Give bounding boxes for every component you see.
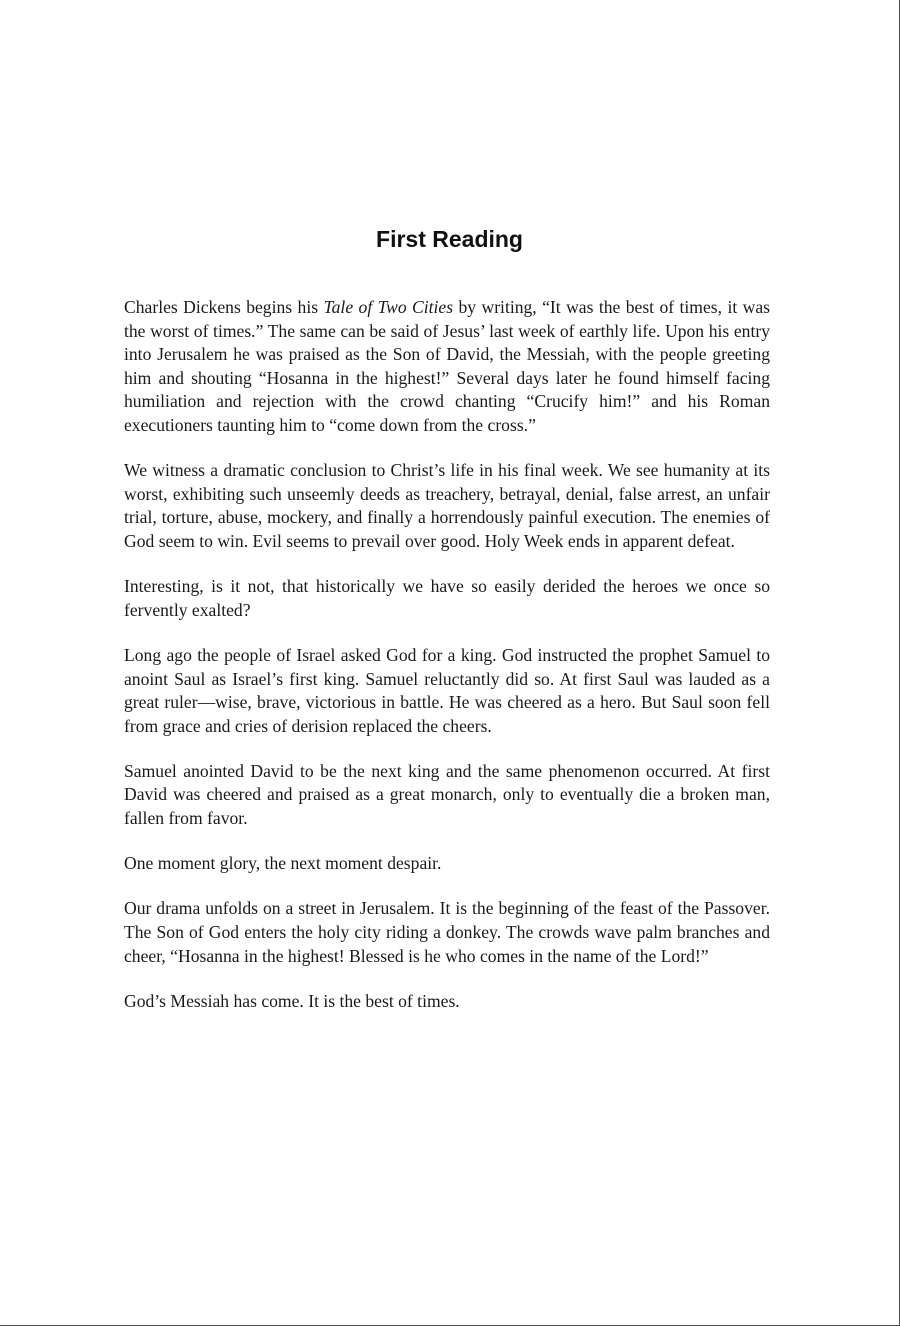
book-title: Tale of Two Cities	[323, 297, 454, 317]
paragraph-1	[124, 296, 770, 438]
page-title: First Reading	[376, 226, 523, 252]
paragraph-3: Interesting, is it not, that historically we have so easily derided the heroes we once so fervently exalted?	[124, 576, 770, 620]
paragraph-8: God’s Messiah has come. It is the best of times.	[124, 990, 460, 1011]
paragraph-1-rest: by writing, “It was the best of times, it was the worst of times.” The same can be said of Jesus’ last week of earthly life. Upon his entry into Jerusalem he was praised as the Son of David, the Messiah, with the people greeting him and shouting “Hosanna in the highest!” Several days later he found himself facing humiliation and rejection with the crowd chanting “Crucify him!” and his Roman executioners taunting him to “come down from the cross.”	[124, 297, 770, 435]
paragraph-2: We witness a dramatic conclusion to Christ’s life in his final week. We see humanity at its worst, exhibiting such unseemly deeds as treachery, betrayal, denial, false arrest, an unfair trial, torture, abuse, mockery, and finally a horrendously painful execution. The enemies of God seem to win. Evil seems to prevail over good. Holy Week ends in apparent defeat.	[124, 460, 770, 551]
paragraph-5: Samuel anointed David to be the next king and the same phenomenon occurred. At first David was cheered and praised as a great monarch, only to eventually die a broken man, fallen from favor.	[124, 760, 770, 829]
paragraph-7: Our drama unfolds on a street in Jerusalem. It is the beginning of the feast of the Passover. The Son of God enters the holy city riding a donkey. The crowds wave palm branches and cheer, “Hosanna in the highest! Blessed is he who comes in the name of the Lord!”	[124, 898, 770, 966]
paragraph-1-intro: Charles Dickens begins his	[124, 297, 324, 317]
body-text	[124, 296, 770, 1035]
paragraph-4: Long ago the people of Israel asked God for a king. God instructed the prophet Samuel to anoint Saul as Israel’s first king. Samuel reluctantly did so. At first Saul was lauded as a great ruler—wise, brave, victorious in battle. He was cheered as a hero. But Saul soon fell from grace and cries of derision replaced the cheers.	[124, 644, 770, 736]
paragraph-6: One moment glory, the next moment despair.	[124, 853, 442, 874]
